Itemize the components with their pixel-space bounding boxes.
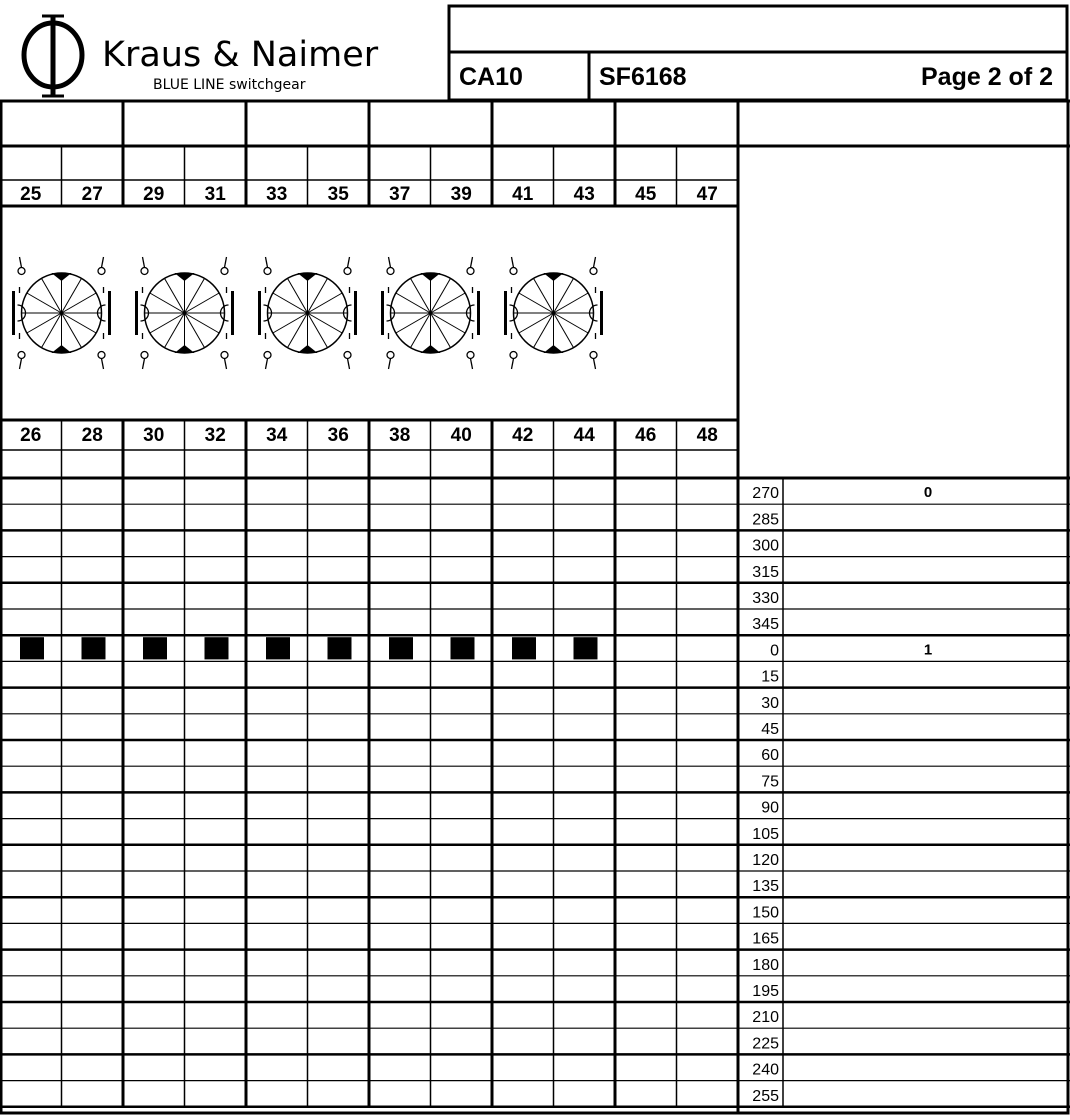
closed-contact-mark [574, 637, 598, 659]
angle-label: 45 [761, 721, 779, 738]
angle-label: 180 [752, 956, 779, 974]
bottom-terminal-26: 26 [20, 425, 42, 446]
angle-label: 30 [761, 694, 779, 712]
top-terminal-41: 41 [512, 184, 534, 205]
outer-frame [1, 101, 1068, 1113]
closed-contact-marks [20, 637, 598, 659]
closed-contact-mark [82, 637, 106, 659]
angle-label: 270 [752, 485, 779, 503]
closed-contact-mark [143, 637, 167, 659]
top-terminal-37: 37 [389, 184, 411, 205]
closed-contact-mark [328, 637, 352, 659]
angle-label: 165 [752, 930, 779, 948]
bottom-terminal-44: 44 [573, 425, 595, 446]
top-terminal-29: 29 [143, 184, 165, 205]
contact-stage-symbol [14, 257, 110, 369]
angle-label: 105 [752, 825, 779, 843]
bottom-terminal-38: 38 [389, 425, 411, 446]
angle-label: 150 [752, 904, 779, 922]
angle-label: 210 [752, 1009, 779, 1027]
brand-subtitle: BLUE LINE switchgear [153, 77, 306, 93]
angle-label: 75 [761, 773, 779, 791]
top-terminal-25: 25 [20, 184, 42, 205]
bottom-terminal-48: 48 [696, 425, 718, 446]
closed-contact-mark [389, 637, 413, 659]
top-terminal-35: 35 [327, 184, 349, 205]
title-box [449, 6, 1067, 52]
closed-contact-mark [205, 637, 229, 659]
model-code: CA10 [459, 63, 523, 91]
angle-label: 195 [752, 983, 779, 1000]
angle-label: 0 [770, 642, 779, 660]
closed-contact-mark [451, 637, 475, 659]
top-terminal-43: 43 [573, 184, 595, 205]
bottom-terminal-32: 32 [204, 425, 226, 446]
contact-stage-symbol [506, 257, 602, 369]
bottom-terminal-46: 46 [635, 425, 657, 446]
kraus-naimer-logo [24, 16, 379, 96]
position-label: 0 [923, 484, 933, 502]
contact-stage-symbol [260, 257, 356, 369]
page-number: Page 2 of 2 [921, 63, 1053, 91]
top-terminal-45: 45 [635, 184, 657, 205]
bottom-terminal-34: 34 [266, 425, 288, 446]
angle-label: 255 [752, 1087, 779, 1105]
angle-label: 120 [752, 852, 779, 869]
top-terminal-39: 39 [450, 184, 472, 205]
grid-lines [0, 101, 1070, 1113]
bottom-terminal-40: 40 [450, 425, 472, 446]
bottom-terminal-28: 28 [81, 425, 103, 446]
bottom-terminal-36: 36 [327, 425, 349, 446]
angle-label: 285 [752, 511, 779, 529]
drawing-number: SF6168 [599, 63, 687, 91]
contact-stage-symbol [383, 257, 479, 369]
closed-contact-mark [512, 637, 536, 659]
angle-label: 300 [752, 537, 779, 555]
top-terminal-31: 31 [204, 184, 226, 205]
top-terminal-33: 33 [266, 184, 288, 205]
header [24, 6, 1067, 100]
brand-name: Kraus & Naimer [102, 35, 379, 75]
contact-stages [14, 257, 602, 369]
top-terminal-27: 27 [81, 184, 103, 205]
bottom-terminal-42: 42 [512, 425, 534, 446]
angle-label: 315 [752, 563, 779, 581]
angle-label: 60 [761, 747, 779, 765]
switch-position-table [752, 484, 932, 1105]
position-label: 1 [923, 641, 933, 659]
angle-label: 225 [752, 1035, 779, 1053]
bottom-terminal-30: 30 [143, 425, 165, 446]
angle-label: 90 [761, 799, 779, 817]
top-terminal-47: 47 [696, 184, 718, 205]
closed-contact-mark [266, 637, 290, 659]
angle-label: 345 [752, 616, 779, 634]
angle-label: 330 [752, 590, 779, 607]
angle-label: 15 [761, 668, 779, 686]
angle-label: 240 [752, 1061, 779, 1079]
angle-label: 135 [752, 878, 779, 896]
closed-contact-mark [20, 637, 44, 659]
contact-stage-symbol [137, 257, 233, 369]
